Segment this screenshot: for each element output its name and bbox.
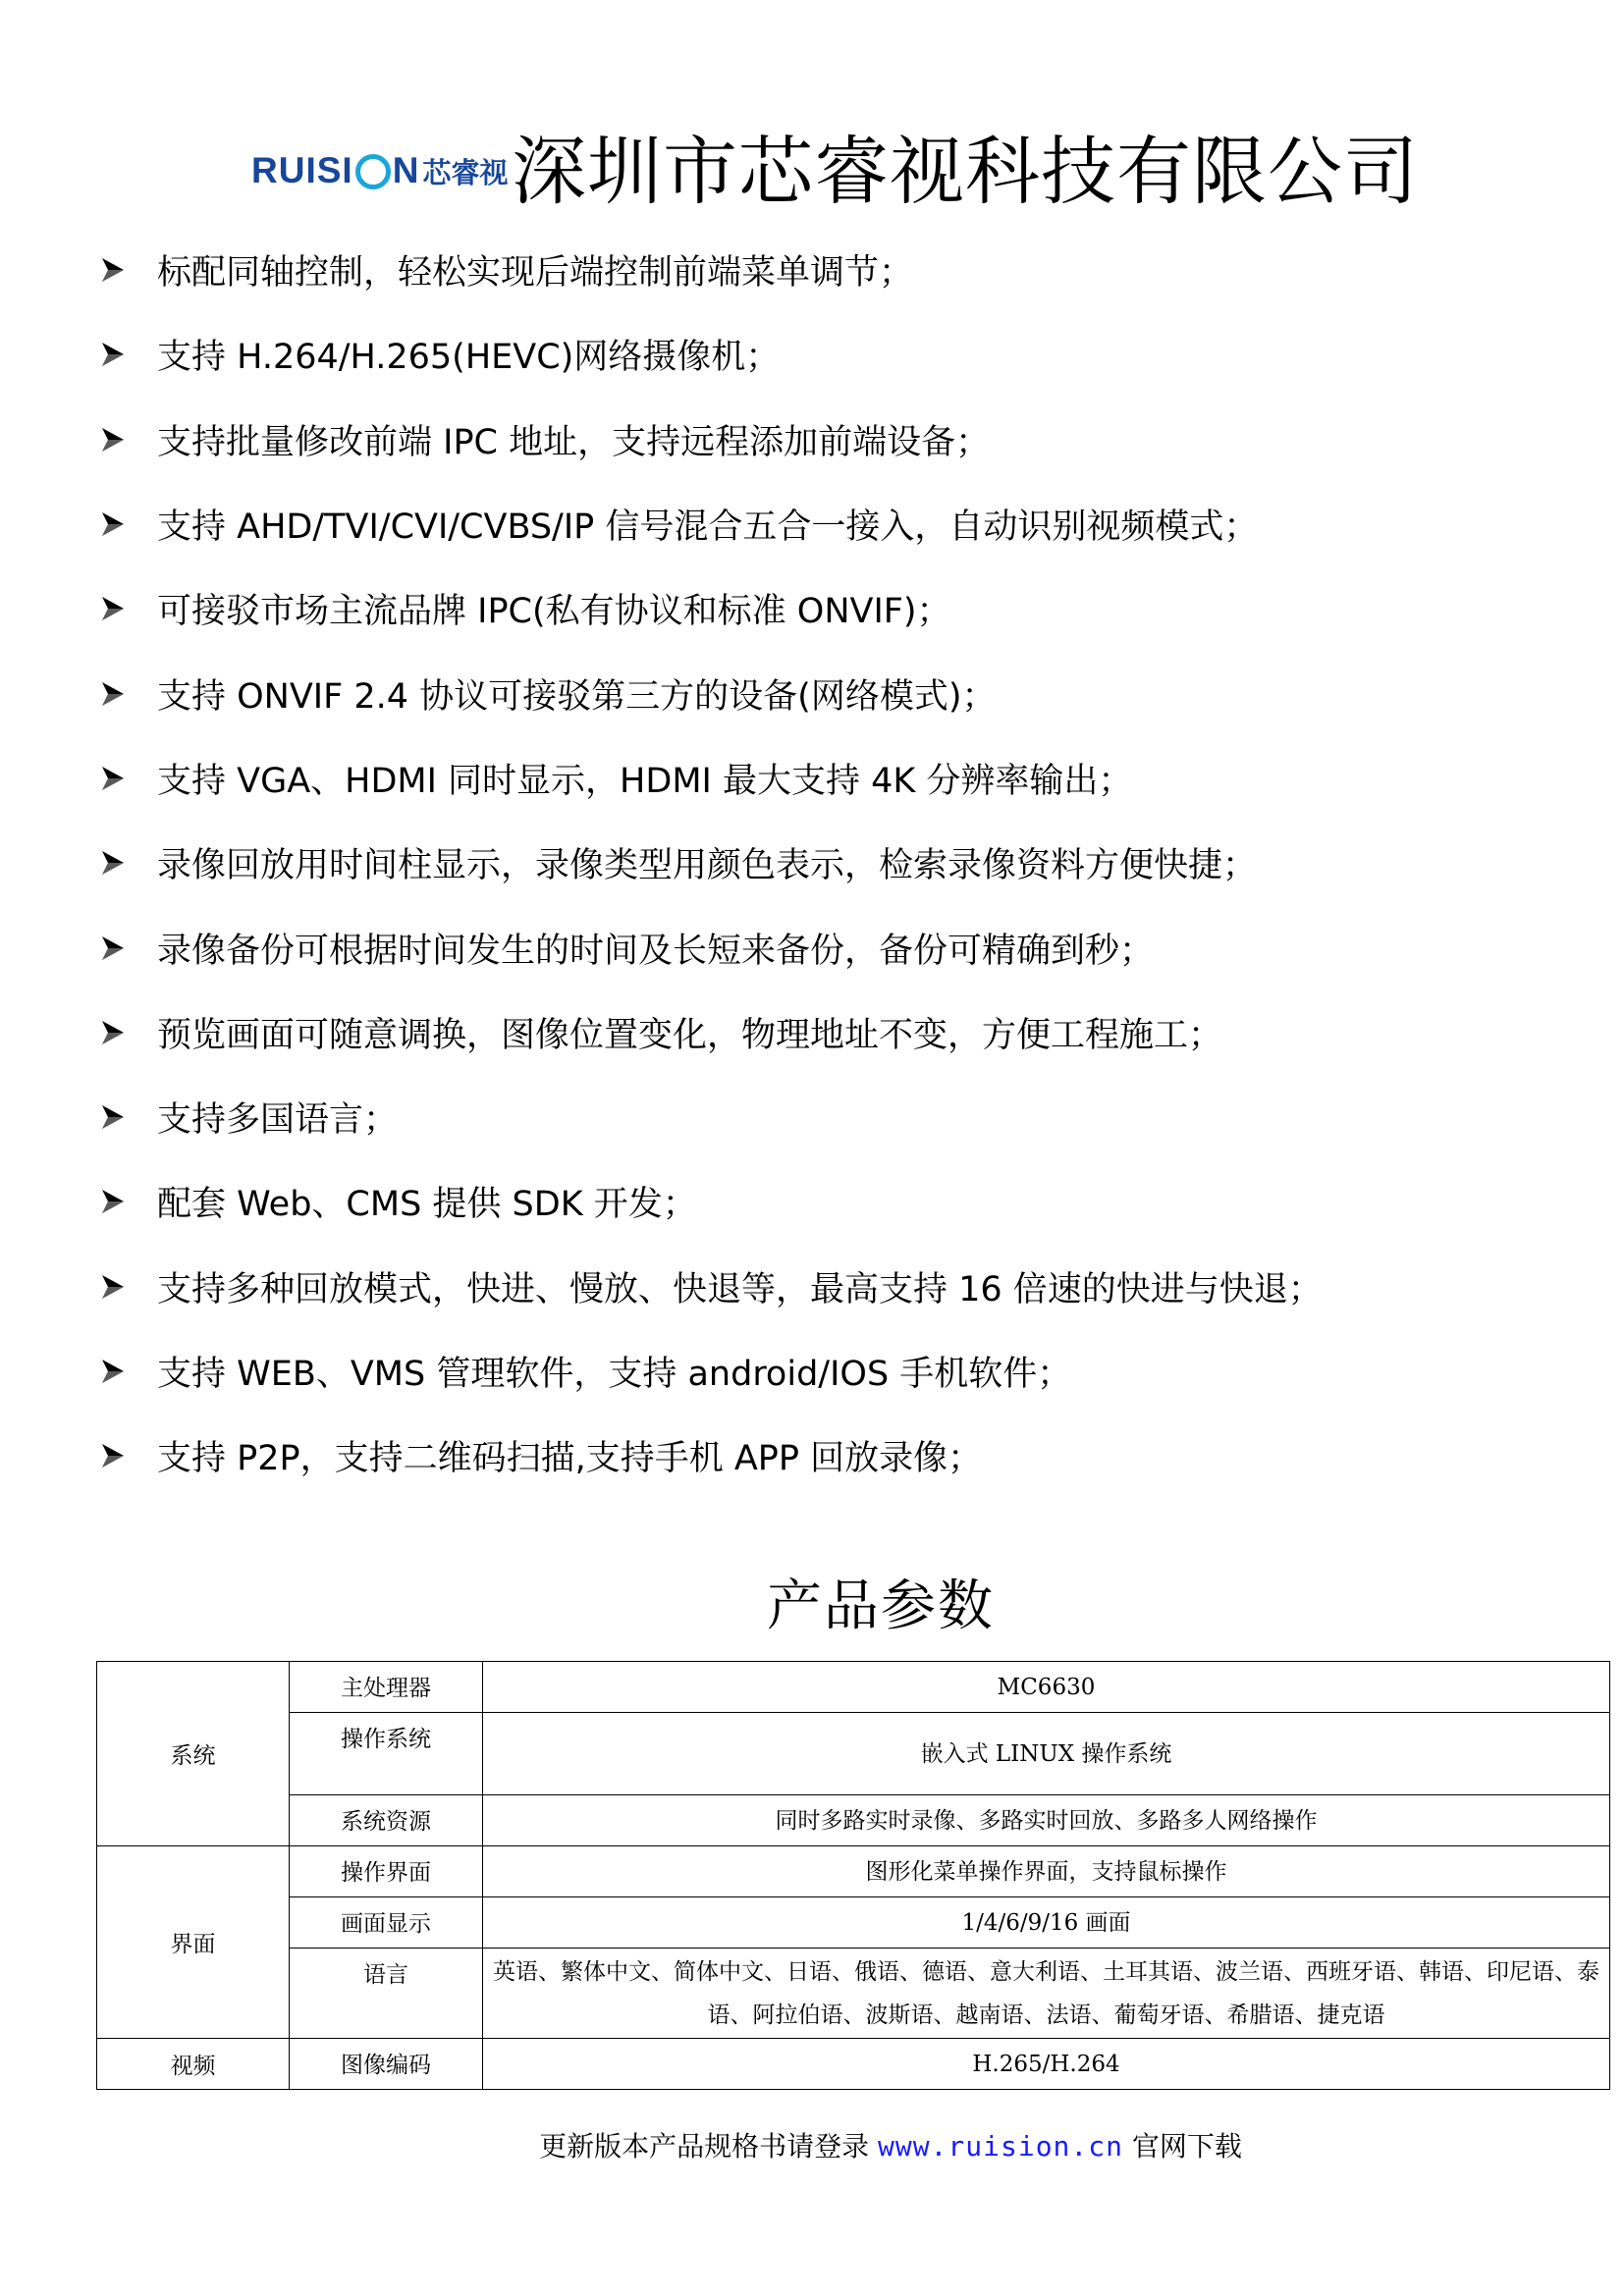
feature-text: 录像备份可根据时间发生的时间及长短来备份，备份可精确到秒； [157,931,1155,971]
param-value: 嵌入式 LINUX 操作系统 [483,1713,1610,1795]
footer-prefix: 更新版本产品规格书请登录 [539,2130,878,2163]
table-row [97,2039,1610,2090]
param-value: H.265/H.264 [483,2039,1610,2090]
table-row [97,1713,1610,1795]
arrow-bullet-icon [98,1441,157,1470]
arrow-bullet-icon [98,679,157,709]
feature-item [98,1245,1551,1329]
website-link[interactable]: www.ruision.cn [877,2130,1123,2163]
feature-text: 支持多国语言； [157,1100,399,1141]
logo-text-b: N [392,150,420,190]
feature-item [98,312,1551,397]
feature-item [98,821,1551,905]
logo-ring-icon [355,154,391,189]
page-header [251,118,1430,226]
param-group: 系统 [97,1662,290,1846]
arrow-bullet-icon [98,255,157,285]
table-row [97,1897,1610,1949]
arrow-bullet-icon [98,1018,157,1047]
param-label: 操作界面 [290,1846,483,1897]
feature-item [98,905,1551,989]
feature-text: 支持 VGA、HDMI 同时显示，HDMI 最大支持 4K 分辨率输出； [157,761,1133,801]
arrow-bullet-icon [98,764,157,793]
param-label: 图像编码 [290,2039,483,2090]
param-value: 同时多路实时录像、多路实时回放、多路多人网络操作 [483,1795,1610,1846]
section-title: 产品参数 [767,1575,995,1638]
feature-item [98,1414,1551,1498]
feature-item [98,482,1551,566]
logo-text-a: RUISI [251,150,353,190]
arrow-bullet-icon [98,934,157,963]
feature-text: 支持多种回放模式，快进、慢放、快退等，最高支持 16 倍速的快进与快退； [157,1269,1323,1309]
page-footer [0,2125,1624,2164]
feature-item [98,1159,1551,1244]
table-row [97,1949,1610,2039]
param-label: 系统资源 [290,1795,483,1846]
param-label: 语言 [290,1949,483,2039]
feature-text: 支持 P2P，支持二维码扫描,支持手机 APP 回放录像； [157,1439,983,1479]
footer-suffix: 官网下载 [1123,2130,1242,2163]
param-value: 英语、繁体中文、简体中文、日语、俄语、德语、意大利语、土耳其语、波兰语、西班牙语、韩语、印尼语、泰语、阿拉伯语、波斯语、越南语、法语、葡萄牙语、希腊语、捷克语 [483,1949,1610,2039]
param-value: 图形化菜单操作界面，支持鼠标操作 [483,1846,1610,1897]
arrow-bullet-icon [98,1187,157,1216]
feature-text: 支持批量修改前端 IPC 地址，支持远程添加前端设备； [157,422,991,462]
arrow-bullet-icon [98,594,157,623]
feature-text: 支持 H.264/H.265(HEVC)网络摄像机； [157,338,781,378]
feature-text: 支持 WEB、VMS 管理软件，支持 android/IOS 手机软件； [157,1355,1072,1394]
param-label: 操作系统 [290,1713,483,1795]
logo-wordmark [251,150,419,191]
company-name: 深圳市芯睿视科技有限公司 [512,128,1419,215]
feature-item [98,398,1551,482]
feature-text: 配套 Web、CMS 提供 SDK 开发； [157,1185,697,1225]
table-row [97,1795,1610,1846]
param-group: 视频 [97,2039,290,2090]
table-row [97,1662,1610,1713]
feature-item [98,566,1551,651]
table-row [97,1846,1610,1897]
param-label: 主处理器 [290,1662,483,1713]
feature-text: 预览画面可随意调换，图像位置变化，物理地址不变，方便工程施工； [157,1015,1223,1055]
arrow-bullet-icon [98,1102,157,1132]
logo-cjk-text: 芯睿视 [422,155,509,189]
arrow-bullet-icon [98,1272,157,1302]
arrow-bullet-icon [98,425,157,454]
feature-item [98,990,1551,1075]
param-value: 1/4/6/9/16 画面 [483,1897,1610,1949]
feature-text: 支持 AHD/TVI/CVI/CVBS/IP 信号混合五合一接入，自动识别视频模式； [157,507,1259,548]
arrow-bullet-icon [98,340,157,369]
param-label: 画面显示 [290,1897,483,1949]
feature-text: 可接驳市场主流品牌 IPC(私有协议和标准 ONVIF)； [157,592,951,632]
arrow-bullet-icon [98,848,157,878]
param-group: 界面 [97,1846,290,2039]
product-params-table [96,1661,1610,2090]
feature-list [98,228,1551,1498]
feature-text: 标配同轴控制，轻松实现后端控制前端菜单调节； [157,253,914,294]
feature-item [98,736,1551,821]
feature-text: 支持 ONVIF 2.4 协议可接驳第三方的设备(网络模式)； [157,676,997,717]
feature-text: 录像回放用时间柱显示，录像类型用颜色表示，检索录像资料方便快捷； [157,846,1258,886]
param-value: MC6630 [483,1662,1610,1713]
feature-item [98,1075,1551,1159]
feature-item [98,228,1551,312]
feature-item [98,1329,1551,1414]
arrow-bullet-icon [98,509,157,539]
arrow-bullet-icon [98,1357,157,1386]
company-logo [251,141,508,200]
feature-item [98,651,1551,735]
